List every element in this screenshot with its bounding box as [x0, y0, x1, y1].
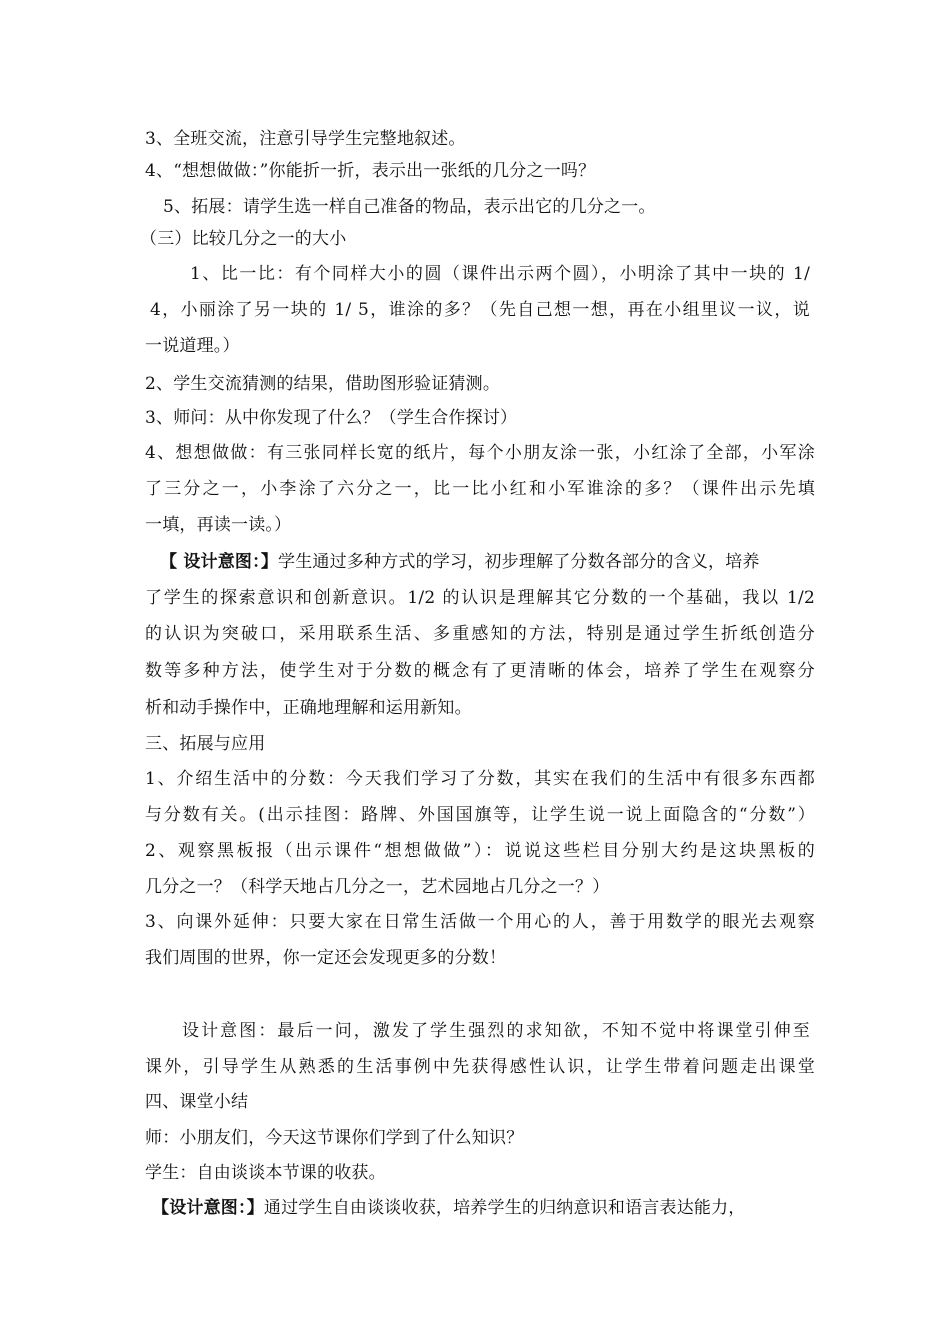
text-line: 3、向课外延伸：只要大家在日常生活做一个用心的人，善于用数学的眼光去观察 — [145, 912, 815, 932]
text-line: 1、介绍生活中的分数：今天我们学习了分数，其实在我们的生活中有很多东西都 — [145, 769, 815, 789]
text-line: 3、全班交流，注意引导学生完整地叙述。 — [145, 129, 466, 149]
text-line: 课外，引导学生从熟悉的生活事例中先获得感性认识，让学生带着问题走出课堂 — [145, 1057, 815, 1077]
text-line: 4、想想做做：有三张同样长宽的纸片，每个小朋友涂一张，小红涂了全部，小军涂 — [145, 443, 815, 463]
text-line: 设计意图：最后一问，激发了学生强烈的求知欲，不知不觉中将课堂引伸至 — [182, 1021, 810, 1041]
design-intent-label: 【设计意图：】 — [152, 1198, 264, 1218]
text-line: 析和动手操作中，正确地理解和运用新知。 — [145, 698, 472, 718]
text-line: 与分数有关。(出示挂图：路牌、外国国旗等，让学生说一说上面隐含的“分数”） — [145, 805, 815, 825]
text-line: 一填，再读一读。） — [145, 515, 292, 535]
text-line: 通过学生自由谈谈收获，培养学生的归纳意识和语言表达能力， — [263, 1198, 746, 1218]
text-line: 一说道理。） — [145, 336, 240, 356]
text-line: 我们周围的世界，你一定还会发现更多的分数！ — [145, 948, 507, 968]
text-line: 了学生的探索意识和创新意识。1/2 的认识是理解其它分数的一个基础，我以 1/2 — [145, 588, 815, 608]
text-line: 几分之一？（科学天地占几分之一，艺术园地占几分之一？） — [145, 877, 610, 897]
text-line: 了三分之一，小李涂了六分之一，比一比小红和小军谁涂的多？（课件出示先填 — [145, 479, 815, 499]
design-intent-paragraph — [152, 1197, 812, 1219]
text-line: 2、学生交流猜测的结果，借助图形验证猜测。 — [145, 374, 501, 394]
text-line: 3、师问：从中你发现了什么？（学生合作探讨） — [145, 408, 518, 428]
section-heading: 四、课堂小结 — [145, 1092, 249, 1112]
text-line: 4、“想想做做：”你能折一折，表示出一张纸的几分之一吗？ — [145, 161, 596, 181]
text-line: 学生：自由谈谈本节课的收获。 — [145, 1163, 386, 1183]
text-line: 数等多种方法，使学生对于分数的概念有了更清晰的体会，培养了学生在观察分 — [145, 661, 815, 681]
section-heading: 三、拓展与应用 — [145, 734, 266, 754]
text-line: 4，小丽涂了另一块的 1/ 5，谁涂的多？（先自己想一想，再在小组里议一议，说 — [150, 300, 810, 320]
text-line: 1、比一比：有个同样大小的圆（课件出示两个圆），小明涂了其中一块的 1/ — [190, 264, 810, 284]
text-line: 的认识为突破口，采用联系生活、多重感知的方法，特别是通过学生折纸创造分 — [145, 624, 815, 644]
section-heading: （三）比较几分之一的大小 — [140, 229, 347, 249]
text-line: 2、观察黑板报（出示课件“想想做做”）：说说这些栏目分别大约是这块黑板的 — [145, 841, 815, 861]
text-line: 师：小朋友们，今天这节课你们学到了什么知识？ — [145, 1128, 524, 1148]
text-line: 学生通过多种方式的学习，初步理解了分数各部分的含义，培养 — [278, 552, 760, 572]
text-line: 5、拓展：请学生选一样自己准备的物品，表示出它的几分之一。 — [163, 197, 656, 217]
design-intent-label: 【 设计意图：】 — [160, 552, 279, 572]
design-intent-paragraph — [160, 551, 815, 573]
